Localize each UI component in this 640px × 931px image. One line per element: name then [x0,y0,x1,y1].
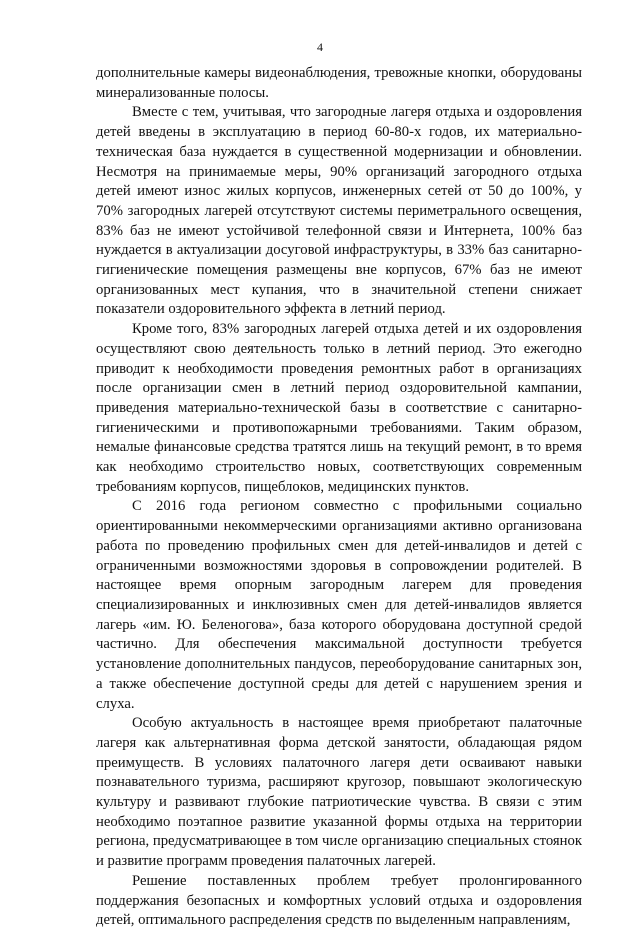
paragraph-seasonal: Кроме того, 83% загородных лагерей отдыха детей и их оздоровления осуществляют свою деятельность только в летний период. Это ежегодно приводит к необходимости проведения ремонтных работ в организациях после организации смен в летний период оздоровительной кампании, приведения материально-технической базы в соответствие с санитарно-гигиеническими и противопожарными требованиями. Таким образом, немалые финансовые средства тратятся лишь на текущий ремонт, в то время как необходимо строительство новых, соответствующих современным требованиям корпусов, пищеблоков, медицинских пунктов. [96,321,582,495]
paragraph-inclusive-shifts: С 2016 года регионом совместно с профильными социально ориентированными некоммерческими организациями активно организована работа по проведению профильных смен для детей-инвалидов и детей с ограниченными возможностями здоровья в сопровождении родителей. В настоящее время опорным загородным лагерем для проведения специализированных и инклюзивных смен для детей-инвалидов является лагерь «им. Ю. Беленогова», база которого оборудована доступной средой частично. Для обеспечения максимальной доступности требуется установление дополнительных пандусов, переоборудование санитарных зон, а также обеспечение доступной среды для детей с нарушением зрения и слуха. [96,498,582,712]
document-body [96,64,582,931]
paragraph-solution: Решение поставленных проблем требует пролонгированного поддержания безопасных и комфортных условий отдыха и оздоровления детей, оптимального распределения средств по выделенным направлениям, [96,872,582,929]
paragraph-tent-camps: Особую актуальность в настоящее время приобретают палаточные лагеря как альтернативная форма детской занятости, обладающая рядом преимуществ. В условиях палаточного лагеря дети осваивают навыки познавательного туризма, расширяют кругозор, повышают экологическую культуру и развивают глубокие патриотические чувства. В связи с этим необходимо поэтапное развитие указанной формы отдыха на территории региона, предусматривающее в том числе организацию специальных стоянок и развитие программ проведения палаточных лагерей. [96,715,582,870]
page-number: 4 [317,40,323,54]
paragraph-continued: дополнительные камеры видеонаблюдения, тревожные кнопки, оборудованы минерализованные полосы. [96,65,582,101]
paragraph-infrastructure: Вместе с тем, учитывая, что загородные лагеря отдыха и оздоровления детей введены в эксплуатацию в период 60-80-х годов, их материально-техническая база нуждается в существенной модернизации и обновлении. Несмотря на принимаемые меры, 90% организаций загородного отдыха детей имеют износ жилых корпусов, инженерных сетей от 50 до 100%, у 70% загородных лагерей отсутствуют системы периметрального освещения, 83% баз не имеют устойчивой телефонной связи и Интернета, 100% баз нуждается в актуализации досуговой инфраструктуры, в 33% баз санитарно-гигиенические помещения размещены вне корпусов, 67% баз не имеют организованных мест купания, что в значительной степени снижает показатели оздоровительного эффекта в летний период. [96,104,582,318]
